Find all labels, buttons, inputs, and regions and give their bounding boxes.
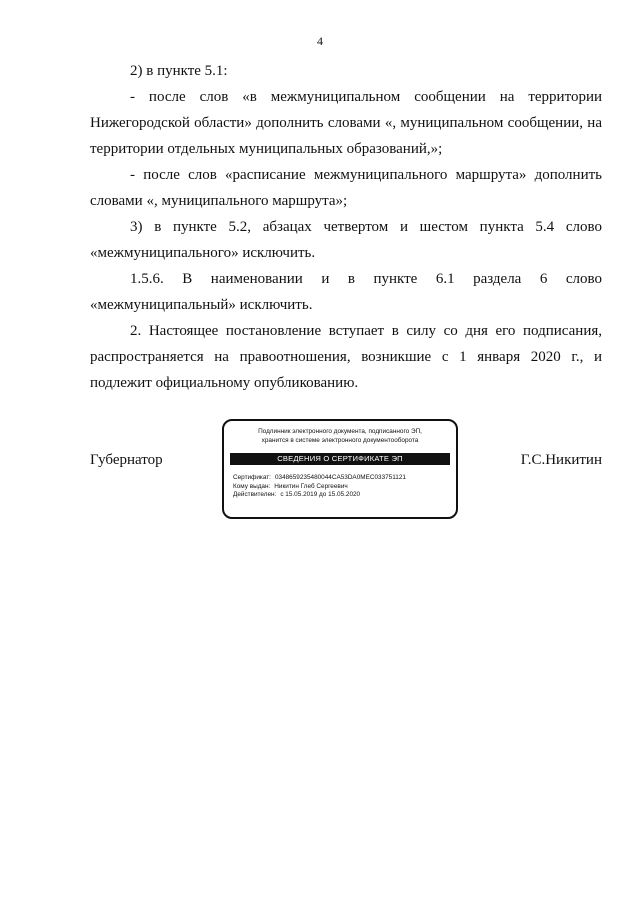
stamp-header-line-2: хранится в системе электронного документооборота <box>261 437 419 444</box>
issued-to-label: Кому выдан: <box>233 482 271 490</box>
paragraph-dash-1: - после слов «в межмуниципальном сообщении на территории Нижегородской области» дополнить словами «, муниципальном сообщении, на территории отдельных муниципальных образований,»; <box>90 89 602 157</box>
issued-to-value: Никитин Глеб Сергеевич <box>274 482 348 490</box>
issued-to-row <box>233 483 456 492</box>
electronic-signature-stamp <box>222 419 458 519</box>
certificate-label: Сертификат: <box>233 474 271 481</box>
paragraph-1-5-6: 1.5.6. В наименовании и в пункте 6.1 раздела 6 слово «межмуниципальный» исключить. <box>90 271 602 313</box>
paragraph-item-3: 3) в пункте 5.2, абзацах четвертом и шестом пункта 5.4 слово «межмуниципального» исключить. <box>90 219 602 261</box>
stamp-banner: СВЕДЕНИЯ О СЕРТИФИКАТЕ ЭП <box>230 453 450 465</box>
paragraph-dash-2: - после слов «расписание межмуниципального маршрута» дополнить словами «, муниципального маршрута»; <box>90 167 602 209</box>
certificate-value: 0348659235480044CA53DA0MEC033751121 <box>274 474 406 481</box>
paragraph-item-2-1: 2) в пункте 5.1: <box>130 63 228 79</box>
signatory-title: Губернатор <box>90 452 163 468</box>
paragraph-effective-date: 2. Настоящее постановление вступает в силу со дня его подписания, распространяется на правоотношения, возникшие с 1 января 2020 г., и подлежит официальному опубликованию. <box>90 323 602 391</box>
document-body <box>90 58 602 396</box>
validity-row <box>233 491 456 500</box>
validity-value: с 15.05.2019 до 15.05.2020 <box>280 491 361 498</box>
validity-label: Действителен: <box>233 491 277 498</box>
signatory-name: Г.С.Никитин <box>520 452 602 468</box>
stamp-header-line-1: Подлинник электронного документа, подписанного ЭП, <box>258 428 422 435</box>
certificate-row <box>233 474 456 483</box>
stamp-header <box>224 427 456 445</box>
stamp-details <box>233 474 456 500</box>
page-number: 4 <box>317 34 323 48</box>
